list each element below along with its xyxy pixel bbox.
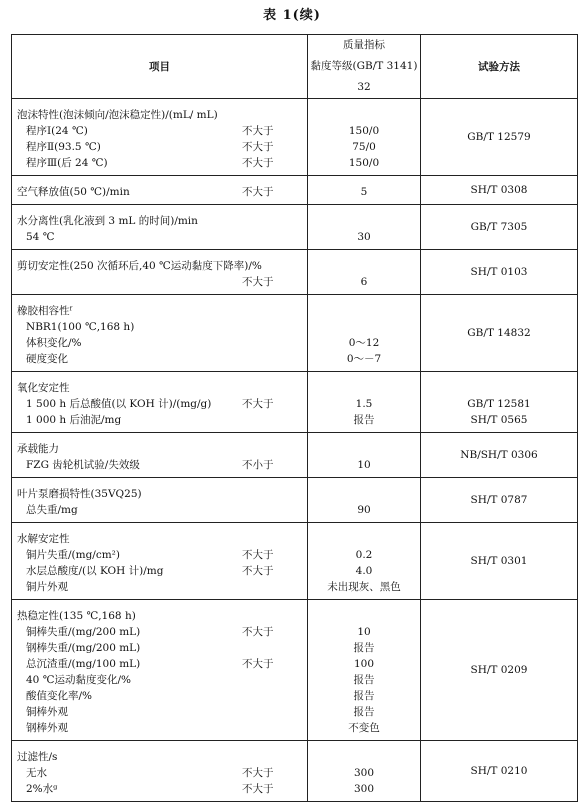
item-label: 空气释放值(50 ℃)/min (17, 186, 130, 198)
table-row (12, 250, 578, 295)
method-block (421, 372, 577, 432)
item-label: 40 ℃运动黏度变化/% (26, 674, 131, 686)
method-cell (421, 295, 578, 372)
item-line (12, 303, 307, 319)
item-line (12, 688, 307, 704)
item-line (12, 441, 307, 457)
quality-value (308, 303, 420, 319)
method-cell (421, 176, 578, 205)
value-cell (308, 478, 421, 523)
item-line (12, 139, 307, 155)
item-line (12, 229, 307, 245)
method-block (421, 99, 577, 175)
test-method: GB/T 7305 (470, 221, 528, 233)
method-block (421, 295, 577, 371)
quality-value (308, 486, 420, 502)
item-line (12, 380, 307, 396)
item-label: 总沉渣重/(mg/100 mL) (26, 658, 141, 670)
test-method: GB/T 14832 (467, 327, 531, 339)
limit-label: 不大于 (242, 157, 274, 169)
method-block (421, 523, 577, 599)
value-cell (308, 372, 421, 433)
item-label: 酸值变化率/% (26, 690, 93, 702)
test-method: GB/T 12579 (467, 131, 531, 143)
limit-label: 不大于 (242, 398, 274, 410)
limit-label: 不大于 (242, 658, 274, 670)
quality-value (308, 213, 420, 229)
item-label: 橡胶相容性ᶠ (17, 305, 72, 317)
limit-label: 不小于 (242, 459, 274, 471)
item-label: FZG 齿轮机试验/失效级 (26, 459, 140, 471)
table-header-row (12, 35, 578, 99)
item-cell (12, 295, 308, 372)
quality-value: 75/0 (352, 141, 376, 153)
test-method: NB/SH/T 0306 (460, 449, 538, 461)
item-label: 1 500 h 后总酸值(以 KOH 计)/(mg/g) (26, 398, 212, 410)
value-cell (308, 176, 421, 205)
quality-value: 0.2 (355, 549, 373, 561)
item-line (12, 335, 307, 351)
item-label: 热稳定性(135 ℃,168 h) (17, 610, 136, 622)
quality-value: 90 (357, 504, 371, 516)
quality-value: 150/0 (348, 125, 380, 137)
quality-value: 4.0 (355, 565, 373, 577)
item-cell (12, 99, 308, 176)
item-label: 铜片失重/(mg/cm²) (26, 549, 120, 561)
value-cell (308, 205, 421, 250)
quality-value: 100 (353, 658, 375, 670)
item-line (12, 155, 307, 171)
item-line (12, 720, 307, 736)
limit-label: 不大于 (242, 783, 274, 795)
item-line (12, 412, 307, 428)
table-row (12, 600, 578, 741)
item-label: 铜棒失重/(mg/200 mL) (26, 626, 141, 638)
test-method: SH/T 0308 (470, 184, 528, 196)
item-label: 铜棒外观 (26, 706, 68, 718)
quality-value (308, 531, 420, 547)
item-label: 程序Ⅰ(24 ℃) (26, 125, 88, 137)
item-label: 承载能力 (17, 443, 59, 455)
item-cell (12, 600, 308, 741)
header-quality-label: 质量指标 (343, 39, 385, 51)
header-quality (308, 35, 421, 99)
quality-value (308, 258, 420, 274)
quality-value: 报告 (353, 414, 375, 426)
item-line (12, 781, 307, 797)
table-title: 表 1(续) (263, 8, 321, 23)
method-block (421, 433, 577, 477)
test-method: SH/T 0565 (470, 414, 528, 426)
quality-value: 1.5 (355, 398, 373, 410)
quality-value: 300 (353, 783, 375, 795)
item-cell (12, 523, 308, 600)
item-line (12, 258, 307, 274)
method-block (421, 205, 577, 249)
item-line (12, 640, 307, 656)
method-block (421, 176, 577, 204)
item-line (12, 765, 307, 781)
quality-value: 5 (360, 186, 368, 198)
test-method: SH/T 0787 (470, 494, 528, 506)
limit-label: 不大于 (242, 767, 274, 779)
spec-table (11, 34, 578, 802)
item-label: 剪切安定性(250 次循环后,40 ℃运动黏度下降率)/% (17, 260, 262, 272)
item-label: 水层总酸度/(以 KOH 计)/mg (26, 565, 164, 577)
item-label: 铜片外观 (26, 581, 68, 593)
test-method: SH/T 0210 (470, 765, 528, 777)
item-cell (12, 433, 308, 478)
method-cell (421, 741, 578, 802)
value-cell (308, 600, 421, 741)
item-cell (12, 741, 308, 802)
method-cell (421, 372, 578, 433)
item-line (12, 396, 307, 412)
quality-value: 报告 (353, 706, 375, 718)
quality-value (308, 380, 420, 396)
limit-label: 不大于 (242, 626, 274, 638)
header-method: 试验方法 (421, 35, 578, 99)
item-cell (12, 478, 308, 523)
item-line (12, 123, 307, 139)
test-method: SH/T 0209 (470, 664, 528, 676)
test-method: SH/T 0301 (470, 555, 528, 567)
method-cell (421, 433, 578, 478)
table-row (12, 433, 578, 478)
item-label: 54 ℃ (26, 231, 55, 243)
quality-value: 报告 (353, 642, 375, 654)
item-line (12, 749, 307, 765)
table-row (12, 372, 578, 433)
item-label: 程序Ⅲ(后 24 ℃) (26, 157, 108, 169)
quality-value: 不变色 (348, 722, 380, 734)
item-label: 过滤性/s (17, 751, 58, 763)
limit-label: 不大于 (242, 276, 274, 288)
item-label: 1 000 h 后油泥/mg (26, 414, 122, 426)
table-row (12, 205, 578, 250)
item-cell (12, 250, 308, 295)
item-line (12, 319, 307, 335)
quality-value (308, 608, 420, 624)
method-block (421, 600, 577, 740)
item-label: 无水 (26, 767, 47, 779)
item-line (12, 656, 307, 672)
header-item: 项目 (12, 35, 308, 99)
value-cell (308, 523, 421, 600)
header-viscosity-grade: 黏度等级(GB/T 3141) (310, 60, 418, 72)
item-line (12, 579, 307, 595)
item-line (12, 672, 307, 688)
item-label: 体积变化/% (26, 337, 82, 349)
quality-value: 未出现灰、黑色 (327, 581, 401, 593)
quality-value: 10 (357, 626, 371, 638)
item-cell (12, 372, 308, 433)
quality-value: 300 (353, 767, 375, 779)
quality-value (308, 749, 420, 765)
value-cell (308, 741, 421, 802)
quality-value: 0～－7 (346, 353, 382, 365)
item-line (12, 547, 307, 563)
table-row (12, 523, 578, 600)
test-method: SH/T 0103 (470, 266, 528, 278)
limit-label: 不大于 (242, 186, 274, 198)
method-block (421, 250, 577, 294)
item-label: 泡沫特性(泡沫倾向/泡沫稳定性)/(mL/ mL) (17, 109, 218, 121)
item-line (12, 351, 307, 367)
quality-value: 报告 (353, 674, 375, 686)
item-label: 硬度变化 (26, 353, 68, 365)
limit-label: 不大于 (242, 549, 274, 561)
item-line (12, 531, 307, 547)
item-label: 氧化安定性 (17, 382, 70, 394)
method-cell (421, 600, 578, 741)
limit-label: 不大于 (242, 125, 274, 137)
item-label: 钢棒外观 (26, 722, 68, 734)
table-row (12, 295, 578, 372)
item-label: 水解安定性 (17, 533, 70, 545)
limit-label: 不大于 (242, 141, 274, 153)
limit-label: 不大于 (242, 565, 274, 577)
item-line (12, 624, 307, 640)
header-grade-value: 32 (357, 81, 371, 93)
item-line (12, 274, 307, 290)
item-label: 钢棒失重/(mg/200 mL) (26, 642, 141, 654)
quality-value (308, 441, 420, 457)
value-cell (308, 250, 421, 295)
item-label: 叶片泵磨损特性(35VQ25) (17, 488, 142, 500)
quality-value: 6 (360, 276, 368, 288)
table-row (12, 478, 578, 523)
quality-value: 0～12 (348, 337, 380, 349)
method-cell (421, 205, 578, 250)
item-cell (12, 176, 308, 205)
item-line (12, 213, 307, 229)
method-cell (421, 99, 578, 176)
quality-value (308, 319, 420, 335)
method-block (421, 478, 577, 522)
method-cell (421, 478, 578, 523)
item-line (12, 502, 307, 518)
quality-value: 30 (357, 231, 371, 243)
quality-value: 10 (357, 459, 371, 471)
item-line (12, 107, 307, 123)
method-block (421, 741, 577, 801)
method-cell (421, 523, 578, 600)
table-row (12, 99, 578, 176)
quality-value: 报告 (353, 690, 375, 702)
method-cell (421, 250, 578, 295)
quality-value (308, 107, 420, 123)
item-label: 水分离性(乳化液到 3 mL 的时间)/min (17, 215, 198, 227)
quality-value: 150/0 (348, 157, 380, 169)
item-label: NBR1(100 ℃,168 h) (26, 321, 135, 333)
item-line (12, 563, 307, 579)
item-line (12, 457, 307, 473)
item-cell (12, 205, 308, 250)
item-line (12, 704, 307, 720)
value-cell (308, 99, 421, 176)
item-label: 程序Ⅱ(93.5 ℃) (26, 141, 101, 153)
item-line (12, 184, 307, 200)
item-label: 总失重/mg (26, 504, 78, 516)
value-cell (308, 295, 421, 372)
value-cell (308, 433, 421, 478)
item-line (12, 486, 307, 502)
item-label: 2%水ᵍ (26, 783, 58, 795)
item-line (12, 608, 307, 624)
table-row (12, 176, 578, 205)
test-method: GB/T 12581 (467, 398, 531, 410)
table-row (12, 741, 578, 802)
